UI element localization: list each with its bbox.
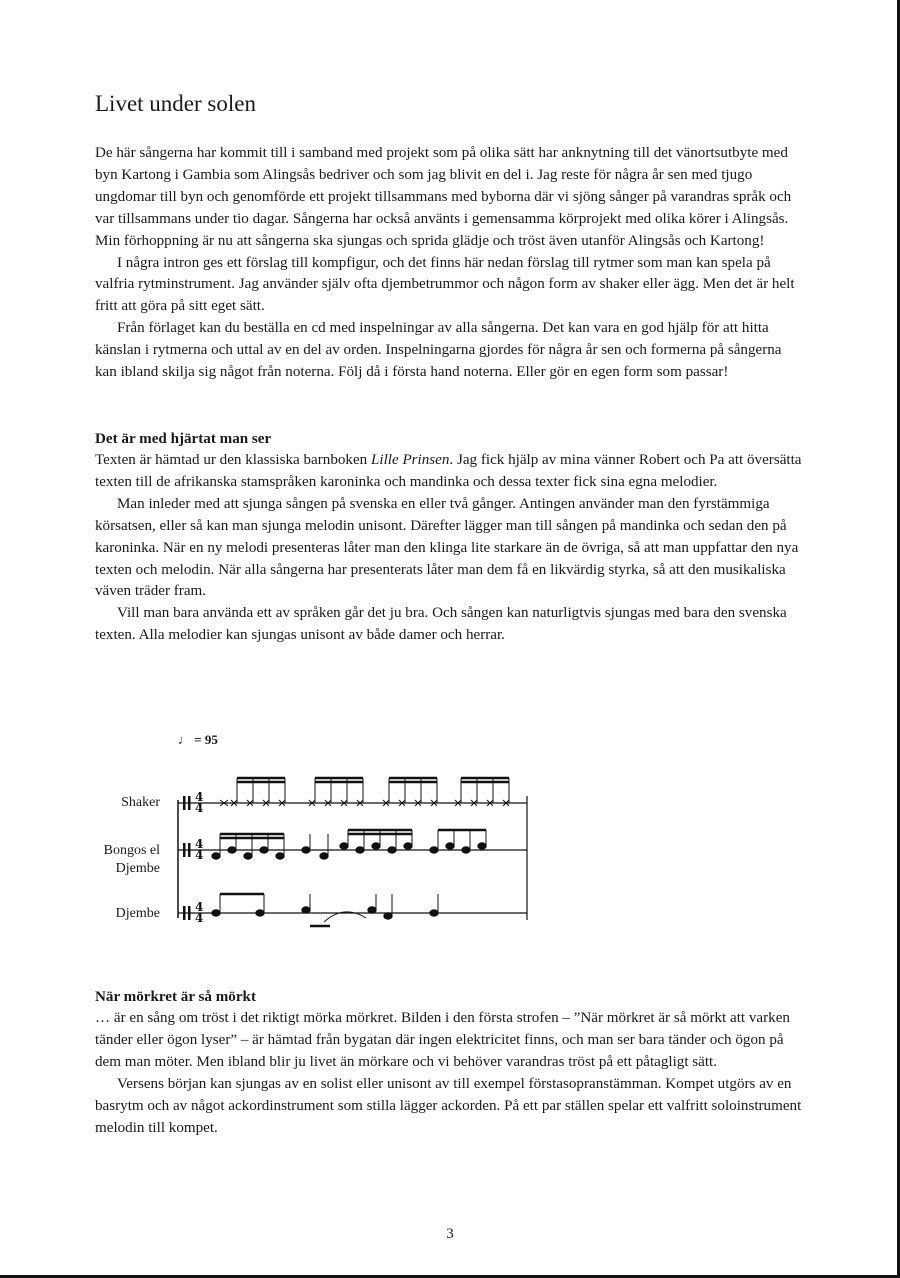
notehead [384,913,392,919]
svg-text:4: 4 [195,801,204,815]
svg-text:4: 4 [195,848,204,862]
rhythm-score [82,726,552,946]
section-2 [95,428,807,647]
instrument-label-djembe-1: Djembe [115,861,160,876]
bongo-notes [212,830,486,859]
instrument-label-shaker: Shaker [121,795,160,810]
section-3 [95,986,807,1139]
paragraph [95,450,807,494]
tempo-marking [178,732,218,748]
time-signature-icon [195,790,203,925]
paragraph: Man inleder med att sjunga sången på svenska en eller två gånger. Antingen använder man den fyrstämmiga körsatsen, eller så kan man sjunga melodin unisont. Därefter lägger man till sången på mandinka och sedan den på karoninka. När en ny melodi presenteras låter man den klinga lite starkare än de övriga, så att man uppfattar den nya texten och melodin. När alla sångerna har presenterats låter man dem få en likvärdig styrka, så att den musikaliska väven träder fram. [95,495,799,600]
notehead [302,907,310,913]
book-title: Lille Prinsen [371,451,450,468]
section-heading: Det är med hjärtat man ser [95,430,272,447]
notehead [462,847,470,853]
instrument-label-djembe-2: Djembe [115,906,160,921]
tempo-value: = 95 [194,732,218,747]
notehead [256,910,264,916]
page-number: 3 [446,1226,454,1242]
notehead [320,853,328,859]
paragraph: Versens början kan sjungas av en solist eller unisont av till exempel förstasopranstämman. Kompet utgörs av en basrytm och av något ackordinstrument som stilla lägger ackorden. På ett par ställen spelar ett valfritt soloinstrument melodin till kompet. [95,1075,802,1136]
percussion-clef-icon [183,796,191,920]
notehead [368,907,376,913]
svg-text:4: 4 [195,790,204,804]
svg-text:4: 4 [195,837,204,851]
notehead [340,843,348,849]
notehead [276,853,284,859]
instrument-label-bongos: Bongos el [103,843,160,858]
paragraph: Vill man bara använda ett av språken går det ju bra. Och sången kan naturligtvis sjungas med bara den svenska texten. Alla melodier kan sjungas unisont av både damer och herrar. [95,605,787,644]
section-title: Livet under solen [95,91,256,116]
notehead [228,847,236,853]
notehead [478,843,486,849]
notehead [356,847,364,853]
svg-text:4: 4 [195,900,204,914]
notehead [244,853,252,859]
notehead [302,847,310,853]
notehead [404,843,412,849]
shaker-notes [220,778,509,806]
paragraph: I några intron ges ett förslag till kompfigur, och det finns här nedan förslag till rytmer som man kan spela på valfria rytminstrument. Jag använder själv ofta djembetrummor och någon form av shaker eller ägg. Men det är helt fritt att göra på sitt eget sätt. [95,254,795,315]
paragraph-text: Texten är hämtad ur den klassiska barnboken [95,451,371,468]
notehead [260,847,268,853]
notehead [212,910,220,916]
djembe-notes [212,894,438,926]
document-page [95,86,807,647]
svg-text:4: 4 [195,911,204,925]
notehead [430,847,438,853]
paragraph: … är en sång om tröst i det riktigt mörka mörkret. Bilden i den första strofen – ”När mörkret är så mörkt att varken tänder eller ögon lyser” – är hämtad från bygatan där ingen elektricitet finns, och man ser bara tänder och ögon på dem man möter. Men ibland blir ju livet än mörkare och vi behöver varandras tröst på ett påtagligt sätt. [95,1010,790,1070]
notehead [446,843,454,849]
section-heading: När mörkret är så mörkt [95,989,256,1005]
paragraph: De här sångerna har kommit till i samband med projekt som på olika sätt har anknytning till det vänortsutbyte med byn Kartong i Gambia som Alingsås bedriver och som jag blivit en del i. Jag reste för några år sen med tjugo ungdomar till byn och genomförde ett projekt tillsammans med byborna där vi sjöng sånger på varandras språk och var tillsammans under tio dagar. Sångerna har också använts i gemensamma körprojekt med olika körer i Alingsås. Min förhoppning är nu att sångerna ska sjungas och sprida glädje och tröst även utanför Alingsås och Kartong! [95,145,792,249]
notehead [388,847,396,853]
paragraph: Från förlaget kan du beställa en cd med inspelningar av alla sångerna. Det kan vara en god hjälp för att hitta känslan i rytmerna och uttal av en del av orden. Inspelningarna gjordes för några år sen och formerna på sångerna kan ibland skilja sig något från noterna. Följ då i första hand noterna. Eller gör en egen form som passar! [95,320,782,381]
notehead [430,910,438,916]
notehead [212,853,220,859]
notehead [372,843,380,849]
quarter-note-icon: ♩ [178,732,191,747]
paragraph-text: . Jag fick hjälp av mina vänner Robert och Pa att översätta texten till de afrikanska stamspråken karoninka och mandinka och dessa texter fick sina egna melodier. [95,451,802,490]
